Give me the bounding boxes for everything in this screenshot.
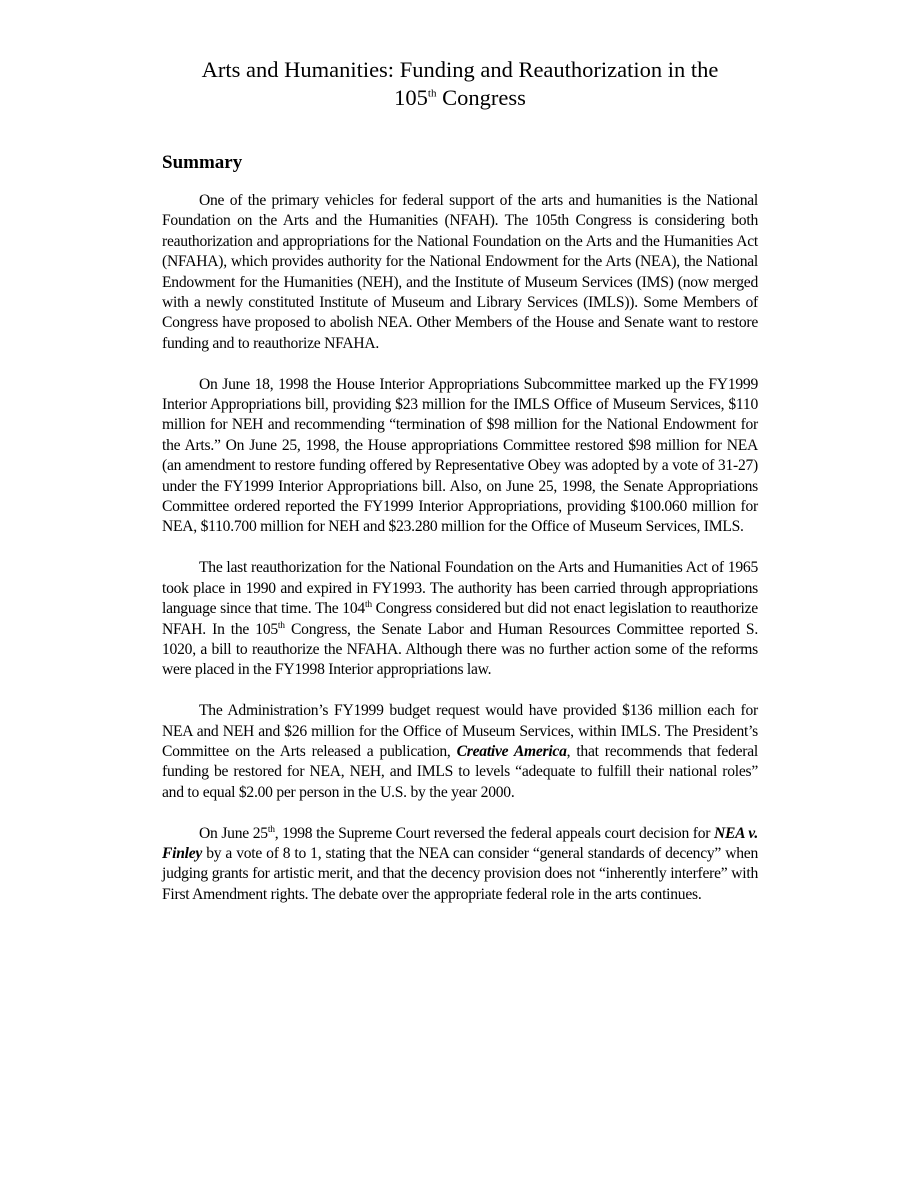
paragraph-3-superscript-1: th xyxy=(364,599,372,610)
document-page xyxy=(162,56,758,905)
paragraph-4 xyxy=(162,701,758,803)
paragraph-5-text-a: On June 25 xyxy=(199,824,268,842)
paragraph-2: On June 18, 1998 the House Interior Appropriations Subcommittee marked up the FY1999 Interior Appropriations bill, providing $23 million for the IMLS Office of Museum Services, $110 million for NEH and recommending “termination of $98 million for the National Endowment for the Arts.” On June 25, 1998, the House appropriations Committee restored $98 million for NEA (an amendment to restore funding offered by Representative Obey was adopted by a vote of 31-27) under the FY1999 Interior Appropriations bill. Also, on June 25, 1998, the Senate Appropriations Committee ordered reported the FY1999 Interior Appropriations, providing $100.060 million for NEA, $110.700 million for NEH and $23.280 million for the Office of Museum Services, IMLS. xyxy=(162,375,758,536)
paragraph-1: One of the primary vehicles for federal support of the arts and humanities is the National Foundation on the Arts and the Humanities (NFAH). The 105th Congress is considering both reauthorization and appropriations for the National Foundation on the Arts and the Humanities Act (NFAHA), which provides authority for the National Endowment for the Arts (NEA), the National Endowment for the Humanities (NEH), and the Institute of Museum Services (IMS) (now merged with a newly constituted Institute of Museum and Library Services (IMLS)). Some Members of Congress have proposed to abolish NEA. Other Members of the House and Senate want to restore funding and to reauthorize NFAHA. xyxy=(162,192,758,352)
paragraph-3-text-b: Congress considered but did not enact legislation to reauthorize NFAH. In the 105 xyxy=(162,600,758,638)
paragraph-3-text-c: Congress, the Senate Labor and Human Resources Committee reported S. 1020, a bill to reauthorize the NFAHA. Although there was no further action some of the reforms were placed in the FY1998 Interior appropriations law. xyxy=(162,620,758,679)
paragraph-5 xyxy=(162,824,758,906)
title-ordinal-superscript: th xyxy=(427,87,437,100)
publication-title: Creative America xyxy=(456,742,567,760)
summary-heading: Summary xyxy=(162,152,243,173)
title-line-2-number: 105 xyxy=(394,85,428,110)
paragraph-5-superscript: th xyxy=(267,824,275,835)
paragraph-4-text-b: , that recommends that federal funding be restored for NEA, NEH, and IMLS to levels “adequate to fulfill their national roles” and to equal $2.00 per person in the U.S. by the year 2000. xyxy=(162,742,758,801)
case-name: NEA v. Finley xyxy=(162,824,758,862)
document-title xyxy=(162,56,758,112)
paragraph-3-superscript-2: th xyxy=(277,620,285,631)
paragraph-5-text-b: , 1998 the Supreme Court reversed the federal appeals court decision for xyxy=(274,824,715,842)
paragraph-3-text-a: The last reauthorization for the National Foundation on the Arts and Humanities Act of 1965 took place in 1990 and expired in FY1993. The authority has been carried through appropriations language since that time. The 104 xyxy=(162,559,758,618)
title-line-1: Arts and Humanities: Funding and Reauthorization in the xyxy=(201,57,719,82)
title-line-2-text: Congress xyxy=(436,85,526,110)
paragraph-3 xyxy=(162,558,758,680)
paragraph-5-text-c: by a vote of 8 to 1, stating that the NEA can consider “general standards of decency” when judging grants for artistic merit, and that the decency provision does not “inherently interfere” with First Amendment rights. The debate over the appropriate federal role in the arts continues. xyxy=(162,844,758,903)
paragraph-4-text-a: The Administration’s FY1999 budget request would have provided $136 million each for NEA and NEH and $26 million for the Office of Museum Services, within IMLS. The President’s Committee on the Arts released a publication, xyxy=(162,702,758,760)
